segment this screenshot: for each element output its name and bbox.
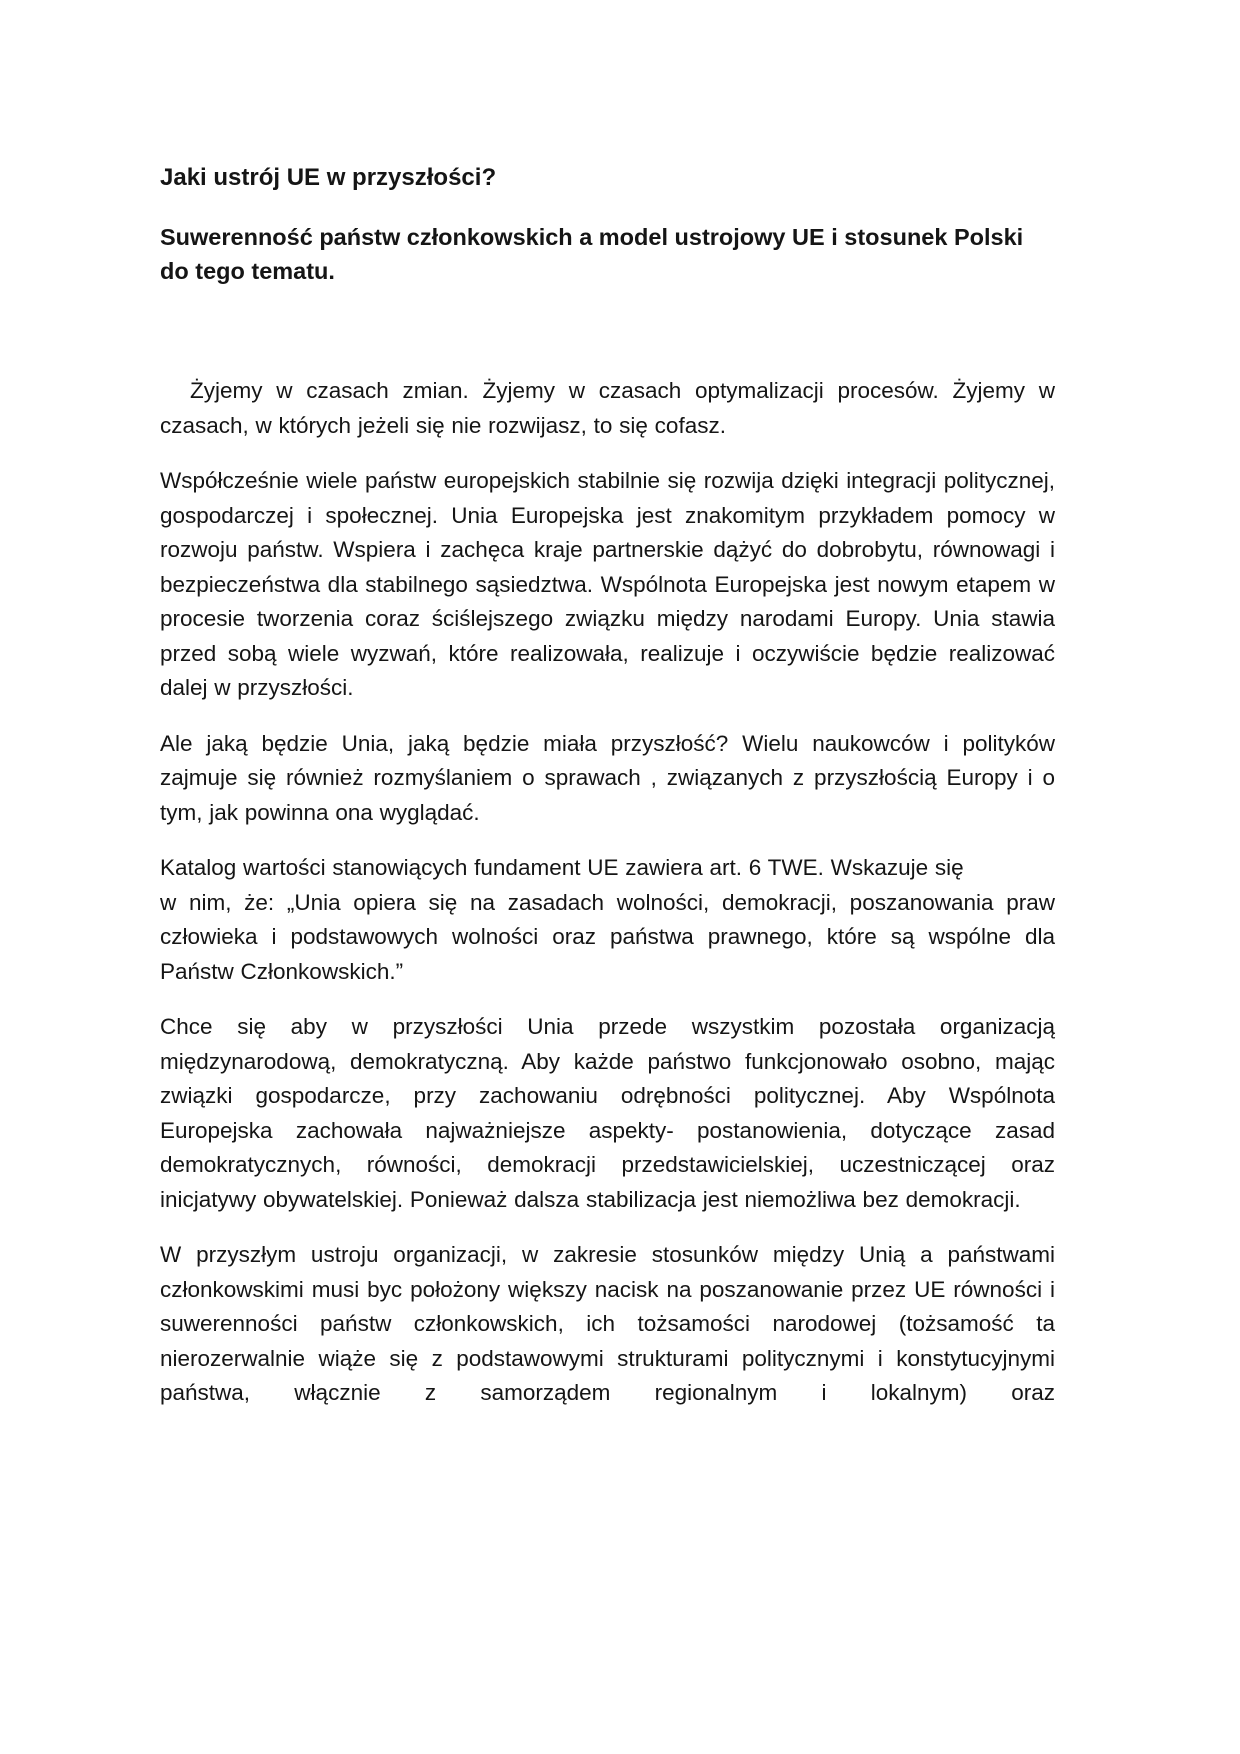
paragraph-wspolczesnie: Współcześnie wiele państw europejskich stabilnie się rozwija dzięki integracji politycznej, gospodarczej i społecznej. Unia Europejska jest znakomitym przykładem pomocy w rozwoju państw. Wspiera i zachęca kraje partnerskie dążyć do dobrobytu, równowagi i bezpieczeństwa dla stabilnego sąsiedztwa. Wspólnota Europejska jest nowym etapem w procesie tworzenia coraz ściślejszego związku między narodami Europy. Unia stawia przed sobą wiele wyzwań, które realizowała, realizuje i oczywiście będzie realizować dalej w przyszłości. xyxy=(160,468,1055,700)
paragraph-katalog-wartosci xyxy=(160,851,1055,989)
paragraph-zyjemy-w-czasach: Żyjemy w czasach zmian. Żyjemy w czasach optymalizacji procesów. Żyjemy w czasach, w których jeżeli się nie rozwijasz, to się cofasz. xyxy=(160,378,1055,438)
paragraph-katalog-line1: Katalog wartości stanowiących fundament UE zawiera art. 6 TWE. Wskazuje się xyxy=(160,855,964,880)
document-title: Jaki ustrój UE w przyszłości? xyxy=(160,164,497,191)
paragraph-w-przyszlym-ustroju: W przyszłym ustroju organizacji, w zakresie stosunków między Unią a państwami członkowskimi musi byc położony większy nacisk na poszanowanie przez UE równości i suwerenności państw członkowskich, ich tożsamości narodowej (tożsamość ta nierozerwalnie wiąże się z podstawowymi strukturami politycznymi i konstytucyjnymi państwa, włącznie z samorządem regionalnym i lokalnym) oraz xyxy=(160,1242,1055,1405)
paragraph-ale-jaka-bedzie-unia: Ale jaką będzie Unia, jaką będzie miała przyszłość? Wielu naukowców i polityków zajmuje się również rozmyślaniem o sprawach , związanych z przyszłością Europy i o tym, jak powinna ona wyglądać. xyxy=(160,730,1055,825)
paragraph-katalog-rest: w nim, że: „Unia opiera się na zasadach wolności, demokracji, poszanowania praw człowieka i podstawowych wolności oraz państwa prawnego, które są wspólne dla Państw Członkowskich.” xyxy=(160,889,1055,984)
document-subtitle: Suwerenność państw członkowskich a model ustrojowy UE i stosunek Polski do tego tematu. xyxy=(160,224,1024,284)
paragraph-chce-sie: Chce się aby w przyszłości Unia przede wszystkim pozostała organizacją międzynarodową, demokratyczną. Aby każde państwo funkcjonowało osobno, mając związki gospodarcze, przy zachowaniu odrębności politycznej. Aby Wspólnota Europejska zachowała najważniejsze aspekty- postanowienia, dotyczące zasad demokratycznych, równości, demokracji przedstawicielskiej, uczestniczącej oraz inicjatywy obywatelskiej. Ponieważ dalsza stabilizacja jest niemożliwa bez demokracji. xyxy=(160,1014,1055,1212)
